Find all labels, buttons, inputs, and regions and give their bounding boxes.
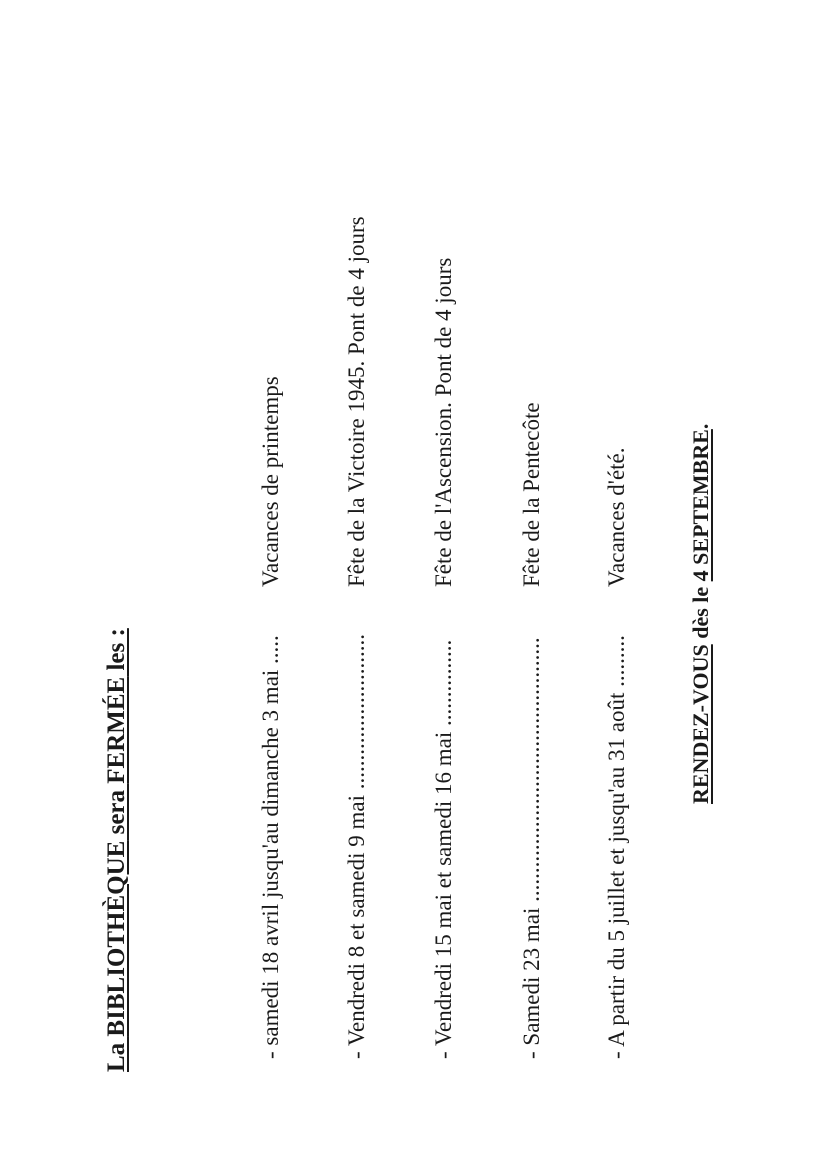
closure-reason: Fête de la Victoire 1945. Pont de 4 jours xyxy=(344,216,369,587)
notice-title xyxy=(103,628,131,1072)
title-middle: sera xyxy=(103,783,130,841)
reopening-middle: dès le xyxy=(688,581,713,645)
closure-dates: - samedi 18 avril jusqu'au dimanche 3 mai ..... xyxy=(258,635,283,1059)
closure-reason: Vacances de printemps xyxy=(258,376,283,587)
closure-reason: Vacances d'été. xyxy=(604,447,629,587)
reopening-end: . xyxy=(688,423,713,430)
title-library: BIBLIOTHÈQUE xyxy=(103,840,130,1037)
reopening-date: 4 SEPTEMBRE xyxy=(688,429,713,582)
rendezvous-label: RENDEZ-VOUS xyxy=(688,644,713,804)
closure-dates: - Vendredi 8 et samedi 9 mai ........................... xyxy=(344,633,369,1059)
title-closed: FERMÉE xyxy=(103,676,130,784)
title-prefix: La xyxy=(103,1036,130,1072)
title-suffix: les : xyxy=(103,628,130,677)
closure-reason: Fête de l'Ascension. Pont de 4 jours xyxy=(431,257,456,587)
closure-row xyxy=(340,216,374,1059)
closure-dates: - Vendredi 15 mai et samedi 16 mai ............... xyxy=(431,639,456,1059)
closure-row xyxy=(427,258,461,1059)
closure-reason: Fête de la Pentecôte xyxy=(519,402,544,587)
closure-row xyxy=(515,402,549,1059)
closure-row xyxy=(600,447,634,1059)
closure-dates: - A partir du 5 juillet et jusqu'au 31 août ......... xyxy=(604,635,629,1059)
closure-dates: - Samedi 23 mai .............................................. xyxy=(519,637,544,1059)
closure-row xyxy=(254,376,288,1059)
reopening-note xyxy=(688,424,714,804)
